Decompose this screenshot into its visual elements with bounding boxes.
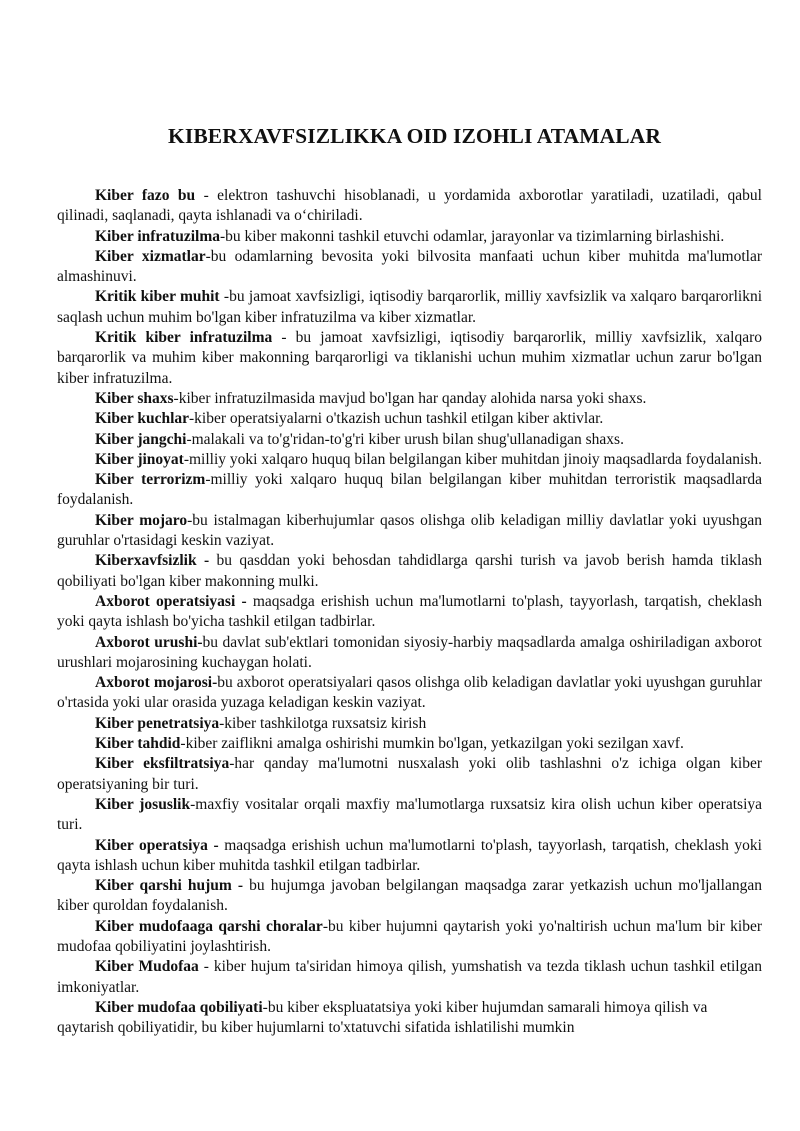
entry-term: Kiber shaxs xyxy=(95,389,174,407)
entry-term: Kiber mudofaa qobiliyati xyxy=(95,998,263,1016)
entry-term: Kiber fazo bu xyxy=(95,187,196,204)
entry-term: Kiber terrorizm xyxy=(95,471,206,489)
entry-term: Kiber jangchi xyxy=(95,430,187,448)
entry-definition: - kiber hujum ta'siridan himoya qilish, yumshatish va tezda tiklash uchun tashkil etilgan imkoniyatlar. xyxy=(57,958,762,996)
entry-term: Kiberxavfsizlik - xyxy=(95,552,210,570)
entry-term: Kritik kiber infratuzilma xyxy=(95,329,273,347)
glossary-entry xyxy=(57,876,762,917)
glossary-entry xyxy=(57,389,762,409)
glossary-entry xyxy=(57,450,762,470)
entry-definition: -maxfiy vositalar orqali maxfiy ma'lumotlarga ruxsatsiz kira olish uchun kiber operatsiya turi. xyxy=(57,795,763,834)
entry-definition: bu axborot operatsiyalari qasos olishga olib keladigan davlatlar yoki uyushgan guruhlar o'rtasida yoki ular orasida yuzaga keladigan keskin vaziyat. xyxy=(57,674,762,712)
entry-definition: -bu kiber ekspluatatsiya yoki kiber hujumdan samarali himoya qilish va qaytarish qobiliyatidir, bu kiber hujumlarni to'xtatuvchi sifatida ishlatilishi mumkin xyxy=(57,998,708,1037)
entry-term: Kiber mudofaaga qarshi choralar xyxy=(95,917,323,935)
entry-definition: bu davlat sub'ektlari tomonidan siyosiy-harbiy maqsadlarda amalga oshiriladigan axborot urushlari mojarosining kuchaygan holati. xyxy=(57,633,762,671)
glossary-entry xyxy=(57,917,762,958)
glossary-entry xyxy=(57,409,762,429)
entry-term: Axborot mojarosi- xyxy=(95,674,218,692)
glossary-entry xyxy=(57,795,762,836)
glossary-entry xyxy=(57,754,762,795)
glossary-entry xyxy=(57,186,762,227)
glossary-entry xyxy=(57,551,762,592)
entry-term: Kiber kuchlar xyxy=(95,410,190,428)
entry-term: Kiber penetratsiya xyxy=(95,714,220,732)
glossary-entry xyxy=(57,998,762,1039)
entry-term: Kritik kiber muhit xyxy=(95,288,220,306)
glossary-entry xyxy=(57,430,762,450)
glossary-entry xyxy=(57,511,762,552)
entry-definition: bu qasddan yoki behosdan tahdidlarga qarshi turish va javob berish hamda tiklash qobiliyati bo'lgan kiber makonning mulki. xyxy=(57,552,762,590)
entry-term: Kiber mojaro xyxy=(95,511,188,529)
entry-term: Kiber operatsiya - xyxy=(95,836,219,854)
entry-definition: -bu kiber makonni tashkil etuvchi odamlar, jarayonlar va tizimlarning birlashishi. xyxy=(220,227,725,245)
glossary-entry xyxy=(57,470,762,511)
glossary-entry xyxy=(57,836,762,877)
entry-definition: -bu kiber hujumni qaytarish yoki yo'naltirish uchun ma'lum bir kiber mudofaa qobiliyatini joylashtirish. xyxy=(57,917,762,955)
entry-definition: -kiber tashkilotga ruxsatsiz kirish xyxy=(219,714,427,732)
entry-definition: - bu jamoat xavfsizligi, iqtisodiy barqarorlik, milliy xavfsizlik, xalqaro barqarorlik va muhim kiber makonning barqarorligi va tiklanishi uchun muhim xizmatlar uchun zarur bo'lgan kiber infratuzilma. xyxy=(57,329,763,387)
entry-definition: -bu odamlarning bevosita yoki bilvosita manfaati uchun kiber muhitda ma'lumotlar almashinuvi. xyxy=(57,247,762,286)
glossary-entry xyxy=(57,673,762,714)
glossary-entry xyxy=(57,287,762,328)
glossary-entries xyxy=(57,186,762,1038)
page-title: KIBERXAVFSIZLIKKA OID IZOHLI ATAMALAR xyxy=(168,124,661,148)
entry-definition: -kiber infratuzilmasida mavjud bo'lgan har qanday alohida narsa yoki shaxs. xyxy=(173,389,647,407)
entry-term: Kiber infratuzilma xyxy=(95,227,220,245)
glossary-entry xyxy=(57,592,762,633)
entry-definition: -kiber operatsiyalarni o'tkazish uchun tashkil etilgan kiber aktivlar. xyxy=(189,410,604,428)
entry-term: Kiber josuslik xyxy=(95,795,191,813)
entry-definition: -bu istalmagan kiberhujumlar qasos olishga olib keladigan milliy davlatlar yoki uyushgan guruhlar o'rtasidagi keskin vaziyat. xyxy=(57,511,763,550)
glossary-entry xyxy=(57,714,762,734)
entry-term: Kiber jinoyat xyxy=(95,450,184,468)
entry-term: Axborot operatsiyasi - xyxy=(95,592,247,610)
entry-definition: -bu jamoat xavfsizligi, iqtisodiy barqarorlik, milliy xavfsizlik va xalqaro barqarorlikni saqlash uchun muhim bo'lgan kiber infratuzilma va kiber xizmatlar. xyxy=(57,288,763,326)
glossary-entry xyxy=(57,227,762,247)
glossary-entry xyxy=(57,247,762,288)
entry-definition: -kiber zaiflikni amalga oshirishi mumkin bo'lgan, yetkazilgan yoki sezilgan xavf. xyxy=(180,735,684,753)
entry-definition: - elektron tashuvchi hisoblanadi, u yordamida axborotlar yaratiladi, uzatiladi, qabul qilinadi, saqlanadi, qayta ishlanadi va oʻchiriladi. xyxy=(57,187,762,225)
entry-definition: -malakali va to'g'ridan-to'g'ri kiber urush bilan shug'ullanadigan shaxs. xyxy=(186,430,624,448)
entry-definition: -milliy yoki xalqaro huquq bilan belgilangan kiber muhitdan terroristik maqsadlarda foydalanish. xyxy=(57,471,762,509)
entry-definition: -milliy yoki xalqaro huquq bilan belgilangan kiber muhitdan jinoiy maqsadlarda foydalanish. xyxy=(183,450,762,468)
entry-term: Kiber tahdid xyxy=(95,735,181,753)
entry-term: Axborot urushi- xyxy=(95,633,203,651)
entry-term: Kiber qarshi hujum - xyxy=(95,877,244,895)
entry-definition: maqsadga erishish uchun ma'lumotlarni to'plash, tayyorlash, tarqatish, cheklash yoki qayta ishlash bo'yicha tashkil etilgan tadbirlar. xyxy=(57,592,762,631)
entry-term: Kiber eksfiltratsiya xyxy=(95,755,230,773)
entry-definition: bu hujumga javoban belgilangan maqsadga zarar yetkazish uchun mo'ljallangan kiber quroldan foydalanish. xyxy=(57,877,762,915)
glossary-entry xyxy=(57,633,762,674)
glossary-entry xyxy=(57,734,762,754)
entry-term: Kiber xizmatlar xyxy=(95,247,206,265)
entry-term: Kiber Mudofaa xyxy=(95,958,199,976)
entry-definition: maqsadga erishish uchun ma'lumotlarni to'plash, tayyorlash, tarqatish, cheklash yoki qayta ishlash uchun kiber muhitda tashkil etilgan tadbirlar. xyxy=(57,836,762,874)
entry-definition: -har qanday ma'lumotni nusxalash yoki olib tashlashni o'z ichiga olgan kiber operatsiyaning bir turi. xyxy=(57,755,762,793)
glossary-entry xyxy=(57,957,762,998)
glossary-entry xyxy=(57,328,762,389)
